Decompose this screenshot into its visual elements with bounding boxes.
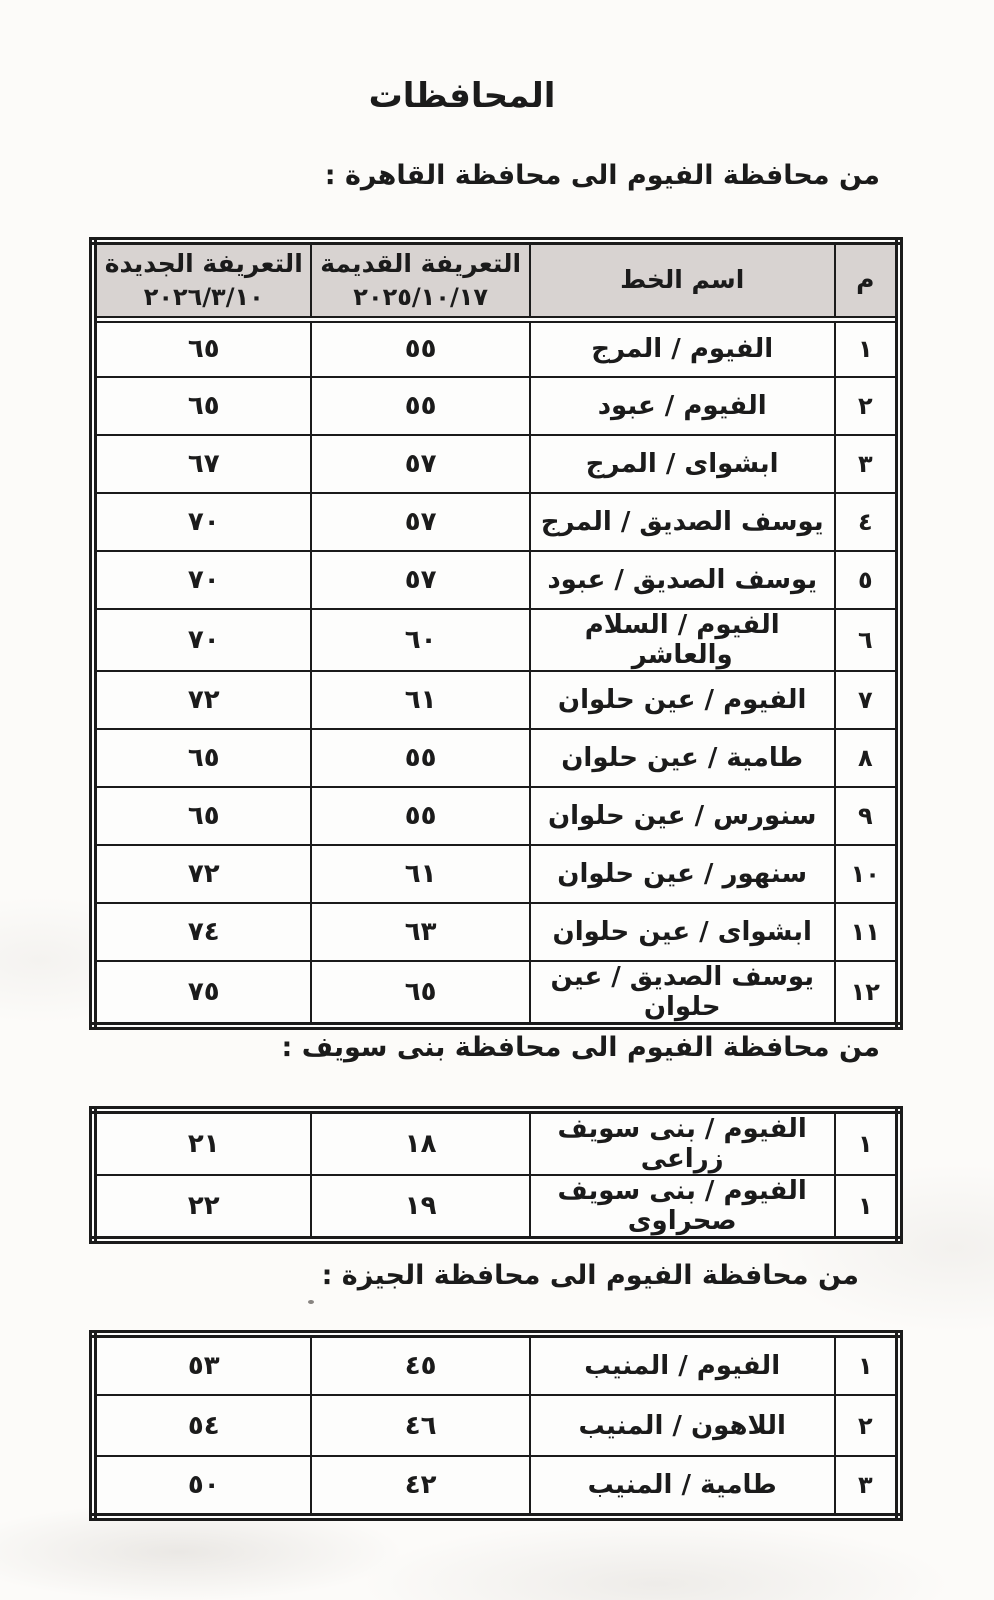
page-title: المحافظات <box>368 76 556 116</box>
old-fare-cell: ٦٣ <box>311 903 529 961</box>
header-cell-old-tariff <box>311 241 529 319</box>
table-row <box>93 961 899 1026</box>
table-row <box>93 1334 899 1395</box>
new-fare-cell: ٧٤ <box>93 903 311 961</box>
fare-table-beni-suef <box>89 1106 903 1244</box>
row-number-cell: ٨ <box>835 729 899 787</box>
section-heading-cairo: من محافظة الفيوم الى محافظة القاهرة : <box>324 160 880 191</box>
line-name-cell: الفيوم / بنى سويف زراعى <box>530 1110 835 1175</box>
new-fare-cell: ٦٥ <box>93 729 311 787</box>
old-fare-cell: ٤٦ <box>311 1395 529 1456</box>
line-name-cell: يوسف الصديق / عبود <box>530 551 835 609</box>
new-fare-cell: ٧٠ <box>93 493 311 551</box>
row-number-cell: ١ <box>835 319 899 377</box>
line-name-cell: الفيوم / المرج <box>530 319 835 377</box>
old-fare-cell: ٦٥ <box>311 961 529 1026</box>
row-number-cell: ١ <box>835 1175 899 1240</box>
new-fare-cell: ٥٤ <box>93 1395 311 1456</box>
new-fare-cell: ٥٠ <box>93 1456 311 1517</box>
new-fare-cell: ٦٧ <box>93 435 311 493</box>
row-number-cell: ٤ <box>835 493 899 551</box>
table-row <box>93 845 899 903</box>
row-number-cell: ٥ <box>835 551 899 609</box>
table-row <box>93 671 899 729</box>
line-name-cell: ابشواى / عين حلوان <box>530 903 835 961</box>
line-name-cell: اللاهون / المنيب <box>530 1395 835 1456</box>
old-fare-cell: ٥٥ <box>311 787 529 845</box>
row-number-cell: ٩ <box>835 787 899 845</box>
row-number-cell: ١ <box>835 1334 899 1395</box>
row-number-cell: ٣ <box>835 1456 899 1517</box>
old-fare-cell: ٤٥ <box>311 1334 529 1395</box>
old-fare-cell: ١٨ <box>311 1110 529 1175</box>
line-name-cell: طامية / عين حلوان <box>530 729 835 787</box>
new-fare-cell: ٧٢ <box>93 845 311 903</box>
header-cell-new-tariff <box>93 241 311 319</box>
fare-table-header <box>93 241 899 319</box>
fare-table-cairo <box>89 237 903 1030</box>
line-name-cell: الفيوم / المنيب <box>530 1334 835 1395</box>
row-number-cell: ١١ <box>835 903 899 961</box>
old-fare-cell: ٥٥ <box>311 729 529 787</box>
header-cell-number: م <box>835 241 899 319</box>
line-name-cell: ابشواى / المرج <box>530 435 835 493</box>
old-fare-cell: ٤٢ <box>311 1456 529 1517</box>
row-number-cell: ١٠ <box>835 845 899 903</box>
line-name-cell: الفيوم / عبود <box>530 377 835 435</box>
new-fare-cell: ٧٢ <box>93 671 311 729</box>
new-fare-cell: ٧٠ <box>93 609 311 671</box>
new-fare-cell: ٢٢ <box>93 1175 311 1240</box>
old-fare-cell: ٥٧ <box>311 551 529 609</box>
row-number-cell: ٢ <box>835 377 899 435</box>
table-row <box>93 1395 899 1456</box>
section-heading-beni-suef: من محافظة الفيوم الى محافظة بنى سويف : <box>281 1032 880 1063</box>
line-name-cell: الفيوم / عين حلوان <box>530 671 835 729</box>
new-fare-cell: ٦٥ <box>93 319 311 377</box>
row-number-cell: ١ <box>835 1110 899 1175</box>
line-name-cell: طامية / المنيب <box>530 1456 835 1517</box>
new-tariff-label: التعريفة الجديدة <box>104 249 303 279</box>
row-number-cell: ٢ <box>835 1395 899 1456</box>
row-number-cell: ١٢ <box>835 961 899 1026</box>
new-fare-cell: ٦٥ <box>93 787 311 845</box>
table-row <box>93 1110 899 1175</box>
old-fare-cell: ٥٧ <box>311 493 529 551</box>
old-fare-cell: ٦١ <box>311 671 529 729</box>
table-row <box>93 435 899 493</box>
table-row <box>93 1175 899 1240</box>
line-name-cell: الفيوم / بنى سويف صحراوى <box>530 1175 835 1240</box>
table-row <box>93 787 899 845</box>
table-row <box>93 319 899 377</box>
header-row <box>93 241 899 319</box>
table-row <box>93 493 899 551</box>
new-fare-cell: ٧٥ <box>93 961 311 1026</box>
new-fare-cell: ٦٥ <box>93 377 311 435</box>
old-fare-cell: ٥٧ <box>311 435 529 493</box>
table-row <box>93 1456 899 1517</box>
old-fare-cell: ٥٥ <box>311 319 529 377</box>
table-row <box>93 377 899 435</box>
line-name-cell: الفيوم / السلام والعاشر <box>530 609 835 671</box>
new-fare-cell: ٢١ <box>93 1110 311 1175</box>
line-name-cell: سنورس / عين حلوان <box>530 787 835 845</box>
new-fare-cell: ٧٠ <box>93 551 311 609</box>
row-number-cell: ٣ <box>835 435 899 493</box>
row-number-cell: ٧ <box>835 671 899 729</box>
old-fare-cell: ٦٠ <box>311 609 529 671</box>
table-row <box>93 609 899 671</box>
new-fare-cell: ٥٣ <box>93 1334 311 1395</box>
table-row <box>93 729 899 787</box>
old-tariff-date: ٢٠٢٥/١٠/١٧ <box>353 282 489 311</box>
section-heading-giza: من محافظة الفيوم الى محافظة الجيزة : <box>321 1260 859 1291</box>
table-row <box>93 551 899 609</box>
old-fare-cell: ٦١ <box>311 845 529 903</box>
line-name-cell: يوسف الصديق / عين حلوان <box>530 961 835 1026</box>
line-name-cell: سنهور / عين حلوان <box>530 845 835 903</box>
old-fare-cell: ٥٥ <box>311 377 529 435</box>
old-fare-cell: ١٩ <box>311 1175 529 1240</box>
row-number-cell: ٦ <box>835 609 899 671</box>
new-tariff-date: ٢٠٢٦/٣/١٠ <box>143 282 264 311</box>
header-cell-line-name: اسم الخط <box>530 241 835 319</box>
scan-speck <box>308 1300 314 1304</box>
old-tariff-label: التعريفة القديمة <box>320 249 522 279</box>
line-name-cell: يوسف الصديق / المرج <box>530 493 835 551</box>
table-row <box>93 903 899 961</box>
fare-table-giza <box>89 1330 903 1521</box>
